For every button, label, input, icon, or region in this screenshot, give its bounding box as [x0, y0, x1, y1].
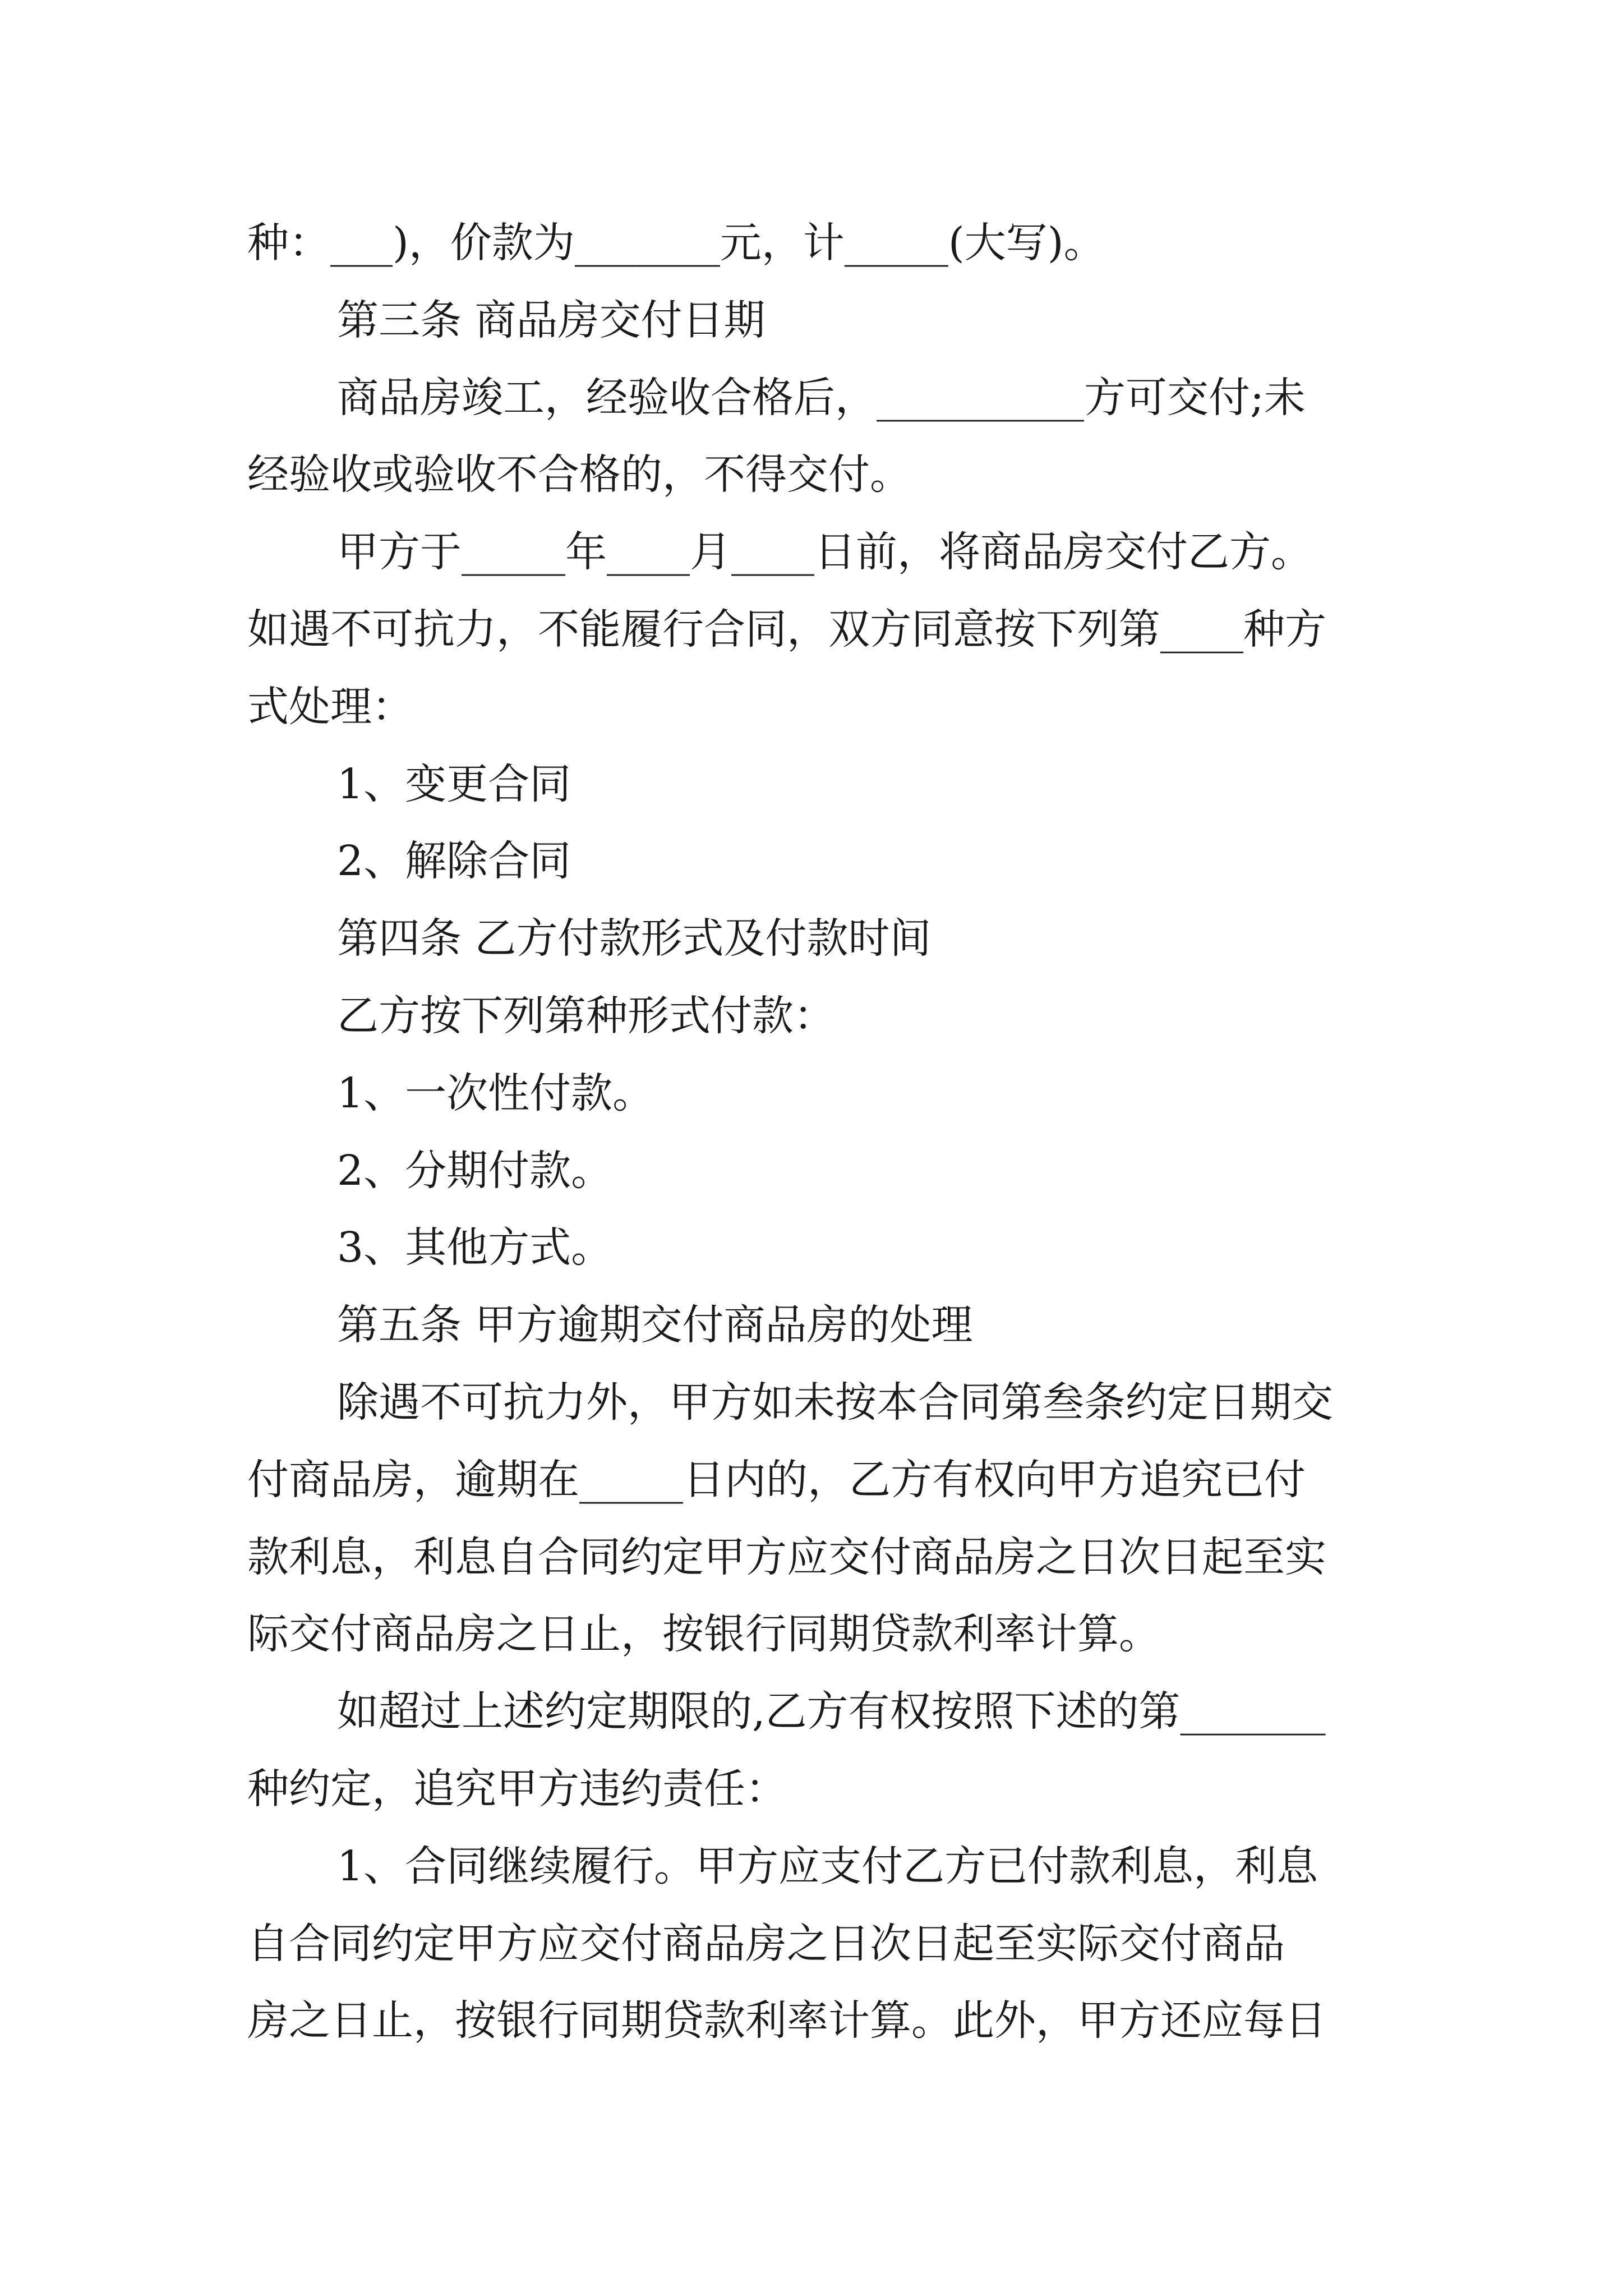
- paragraph-line: 如遇不可抗力，不能履行合同，双方同意按下列第____种方: [247, 605, 1326, 654]
- paragraph-line: 款利息，利息自合同约定甲方应交付商品房之日次日起至实: [247, 1533, 1326, 1581]
- paragraph-line: 如超过上述约定期限的,乙方有权按照下述的第_______: [337, 1687, 1326, 1736]
- paragraph-line: 除遇不可抗力外，甲方如未按本合同第叁条约定日期交: [337, 1378, 1333, 1427]
- list-item: 1、合同继续履行。甲方应支付乙方已付款利息，利息: [337, 1842, 1318, 1890]
- paragraph-line: 房之日止，按银行同期贷款利率计算。此外，甲方还应每日: [247, 1996, 1326, 2045]
- list-item: 3、其他方式。: [337, 1223, 613, 1272]
- paragraph-line: 种：___)，价款为_______元，计_____(大写)。: [247, 219, 1105, 267]
- list-item: 1、变更合同: [337, 760, 571, 808]
- paragraph-line: 种约定，追究甲方违约责任：: [247, 1765, 787, 1813]
- list-item: 2、解除合同: [337, 837, 571, 885]
- list-item: 2、分期付款。: [337, 1147, 613, 1195]
- paragraph-line: 商品房竣工，经验收合格后，__________方可交付;未: [337, 374, 1306, 422]
- list-item: 1、一次性付款。: [337, 1069, 654, 1117]
- paragraph-line: 甲方于_____年____月____日前，将商品房交付乙方。: [337, 528, 1312, 576]
- paragraph-line: 乙方按下列第种形式付款：: [337, 992, 835, 1040]
- article-heading: 第五条 甲方逾期交付商品房的处理: [337, 1301, 973, 1349]
- article-heading: 第三条 商品房交付日期: [337, 296, 766, 344]
- paragraph-line: 际交付商品房之日止，按银行同期贷款利率计算。: [247, 1610, 1160, 1658]
- paragraph-line: 付商品房，逾期在_____日内的，乙方有权向甲方追究已付: [247, 1456, 1306, 1504]
- paragraph-line: 式处理：: [247, 683, 413, 731]
- paragraph-line: 经验收或验收不合格的，不得交付。: [247, 450, 911, 499]
- article-heading: 第四条 乙方付款形式及付款时间: [337, 914, 932, 963]
- paragraph-line: 自合同约定甲方应交付商品房之日次日起至实际交付商品: [247, 1920, 1285, 1968]
